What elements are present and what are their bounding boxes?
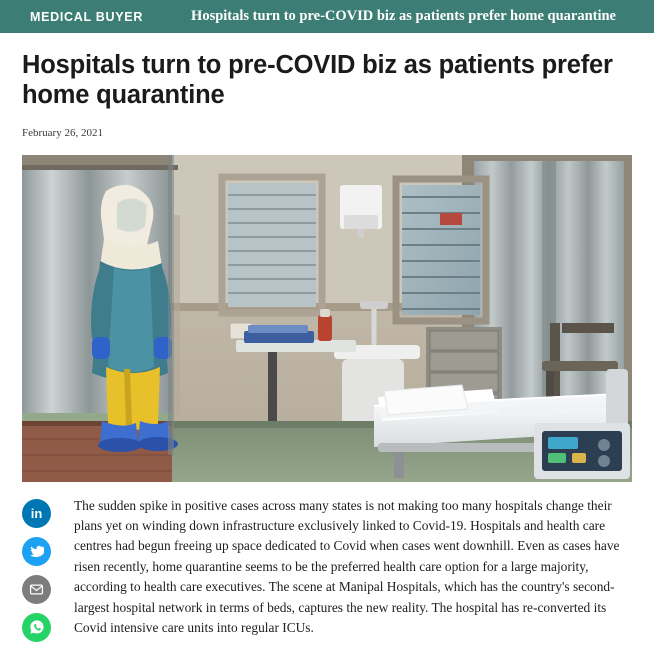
envelope-icon: [29, 582, 44, 597]
header-headline-ticker[interactable]: Hospitals turn to pre-COVID biz as patients prefer home quarantine: [191, 8, 616, 24]
page-title: Hospitals turn to pre-COVID biz as patients prefer home quarantine: [22, 51, 613, 109]
article-header: [0, 33, 654, 482]
site-header: [0, 0, 654, 33]
publish-date: February 26, 2021: [22, 126, 103, 139]
article-body: [68, 496, 632, 651]
twitter-icon: [29, 544, 44, 559]
share-buttons: [22, 496, 68, 651]
article-paragraph: The sudden spike in positive cases across many states is not making too many hospitals change their plans yet on winding down infrastructure exclusively linked to Covid-19. Hospitals and health care centres had begun freeing up space dedicated to Covid when cases went downhill. Even as cases have risen recently, home quarantine seems to be the preferred health care option for a large majority, according to health care executives. The scene at Manipal Hospitals, which has the country's second-largest hospital network in terms of beds, captures the new reality. The hospital has re-converted its Covid intensive care units into regular ICUs.: [74, 497, 620, 635]
site-brand[interactable]: MEDICAL BUYER: [30, 9, 144, 24]
share-whatsapp-button[interactable]: [22, 613, 51, 642]
share-linkedin-button[interactable]: [22, 499, 51, 528]
share-twitter-button[interactable]: [22, 537, 51, 566]
linkedin-icon: in: [30, 505, 43, 521]
share-email-button[interactable]: [22, 575, 51, 604]
article-hero-image: [22, 155, 632, 482]
whatsapp-icon: [29, 619, 45, 635]
article-body-area: [0, 482, 654, 651]
